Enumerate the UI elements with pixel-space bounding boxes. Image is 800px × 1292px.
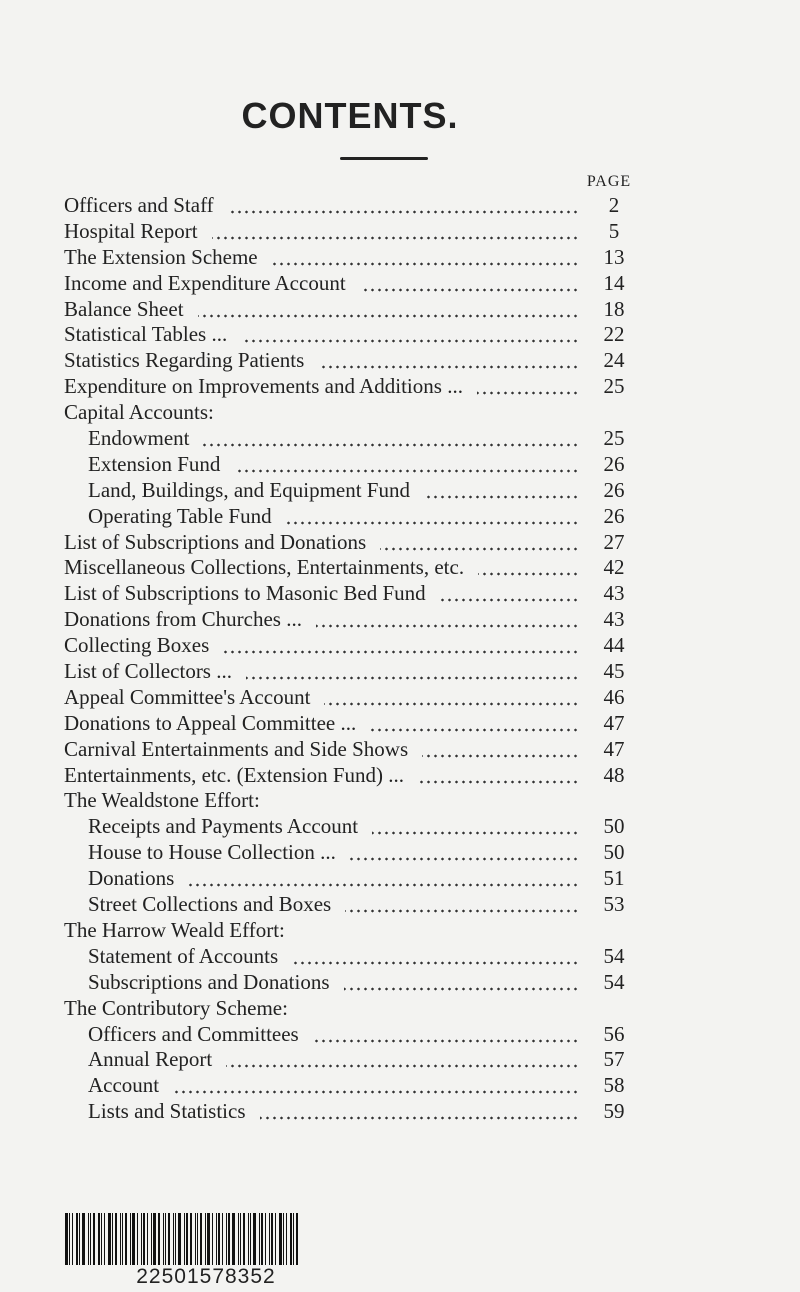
contents-entry	[64, 426, 624, 452]
leader-dots	[316, 607, 579, 632]
leader-dots	[234, 452, 579, 477]
entry-label: Statistics Regarding Patients	[64, 348, 305, 373]
barcode-bar	[190, 1213, 192, 1265]
barcode-bar	[283, 1213, 284, 1265]
barcode-bar	[200, 1213, 202, 1265]
barcode-bar	[243, 1213, 245, 1265]
barcode-bar	[88, 1213, 89, 1265]
barcode-bar	[250, 1213, 251, 1265]
barcode-bar	[122, 1213, 123, 1265]
barcode-bar	[212, 1213, 213, 1265]
entry-label: Operating Table Fund	[88, 503, 272, 528]
barcode-bar	[248, 1213, 249, 1265]
leader-dots	[173, 1073, 579, 1098]
contents-entry	[64, 944, 624, 970]
barcode-bar	[290, 1213, 292, 1265]
leader-dots	[370, 711, 579, 736]
barcode-bar	[293, 1213, 294, 1265]
entry-label: Annual Report	[88, 1047, 213, 1072]
barcode-bar	[279, 1213, 282, 1265]
barcode-bar	[130, 1213, 131, 1265]
entry-label: House to House Collection ...	[88, 840, 336, 865]
entry-label: The Extension Scheme	[64, 244, 258, 269]
contents-entry	[64, 452, 624, 478]
entry-label: Balance Sheet	[64, 296, 184, 321]
entry-label: Lists and Statistics	[88, 1099, 246, 1124]
leader-dots	[324, 685, 579, 710]
leader-dots	[286, 504, 579, 529]
contents-entry	[64, 866, 624, 892]
entry-label: Donations	[88, 866, 175, 891]
entry-page-number: 43	[603, 607, 625, 632]
contents-entry	[64, 659, 624, 685]
entry-page-number: 47	[603, 736, 625, 761]
barcode-bar	[238, 1213, 239, 1265]
barcode-bar	[175, 1213, 176, 1265]
entry-page-number: 51	[603, 866, 625, 891]
entry-label: Land, Buildings, and Equipment Fund	[88, 477, 410, 502]
contents-entry	[64, 555, 624, 581]
entry-page-number: 2	[608, 193, 620, 217]
contents-entry	[64, 737, 624, 763]
barcode-bar	[132, 1213, 135, 1265]
leader-dots	[418, 763, 579, 788]
contents-entry	[64, 348, 624, 374]
entry-page-number: 18	[603, 296, 625, 321]
barcode-bar	[79, 1213, 80, 1265]
barcode-bar	[168, 1213, 170, 1265]
page-title: CONTENTS.	[241, 95, 459, 136]
entry-page-number: 50	[603, 814, 625, 839]
barcode-bar	[173, 1213, 174, 1265]
entry-label: Account	[88, 1073, 160, 1098]
entry-page-number: 48	[603, 762, 625, 787]
entry-label: The Harrow Weald Effort:	[64, 917, 285, 942]
entry-label: Carnival Entertainments and Side Shows	[64, 736, 409, 761]
entry-page-number: 57	[603, 1047, 625, 1072]
contents-entry	[64, 193, 624, 219]
entry-page-number: 53	[603, 892, 625, 917]
barcode-bar	[112, 1213, 113, 1265]
entry-page-number: 26	[603, 477, 625, 502]
barcode-bar	[65, 1213, 68, 1265]
entry-label: Officers and Staff	[64, 193, 214, 217]
contents-entry	[64, 633, 624, 659]
barcode-bar	[178, 1213, 181, 1265]
entry-label: Miscellaneous Collections, Entertainments, etc.	[64, 555, 465, 580]
entry-label: Statistical Tables ...	[64, 322, 228, 347]
contents-entry	[64, 297, 624, 323]
entry-label: Endowment	[88, 426, 190, 451]
contents-entry	[64, 711, 624, 737]
barcode-bar	[82, 1213, 85, 1265]
barcode-bar	[153, 1213, 156, 1265]
barcode-bar	[296, 1213, 298, 1265]
entry-label: Collecting Boxes	[64, 633, 210, 658]
barcode-bar	[125, 1213, 127, 1265]
barcode-bar	[101, 1213, 102, 1265]
entry-page-number: 47	[603, 710, 625, 735]
leader-dots	[372, 814, 579, 839]
barcode-bar	[218, 1213, 220, 1265]
leader-dots	[241, 322, 579, 347]
barcode-bar	[69, 1213, 70, 1265]
contents-entry	[64, 245, 624, 271]
entry-label: Entertainments, etc. (Extension Fund) ...	[64, 762, 405, 787]
entry-label: Hospital Report	[64, 218, 198, 243]
contents-entry	[64, 840, 624, 866]
barcode-bar	[271, 1213, 273, 1265]
contents-entry	[64, 1099, 624, 1125]
entry-label: Officers and Committees	[88, 1021, 299, 1046]
barcode-bar	[232, 1213, 235, 1265]
entry-label: The Wealdstone Effort:	[64, 788, 260, 813]
entry-page-number: 25	[603, 374, 625, 399]
leader-dots	[477, 374, 579, 399]
contents-entry	[64, 271, 624, 297]
barcode-bar	[158, 1213, 160, 1265]
entry-page-number: 14	[603, 270, 625, 295]
entry-label: List of Subscriptions to Masonic Bed Fund	[64, 581, 426, 606]
barcode-bar	[151, 1213, 152, 1265]
contents-entry	[64, 1047, 624, 1073]
barcode-bar	[104, 1213, 105, 1265]
entry-page-number: 45	[603, 659, 625, 684]
entry-page-number: 59	[603, 1099, 625, 1124]
barcode-bar	[141, 1213, 142, 1265]
leader-dots	[292, 944, 579, 969]
entry-label: Expenditure on Improvements and Additions ...	[64, 374, 463, 399]
barcode-bar	[72, 1213, 73, 1265]
entry-page-number: 56	[603, 1021, 625, 1046]
entry-label: Appeal Committee's Account	[64, 684, 311, 709]
entry-page-number: 22	[603, 322, 625, 347]
leader-dots	[424, 478, 579, 503]
barcode-bar	[216, 1213, 217, 1265]
contents-entry	[64, 607, 624, 633]
contents-entry	[64, 322, 624, 348]
contents-entry	[64, 1022, 624, 1048]
barcode-bar	[108, 1213, 111, 1265]
barcode-bar	[228, 1213, 230, 1265]
entry-label: List of Subscriptions and Donations	[64, 529, 367, 554]
barcode-number: 22501578352	[136, 1265, 276, 1288]
contents-entry	[64, 530, 624, 556]
barcode-bar	[205, 1213, 206, 1265]
barcode	[65, 1213, 347, 1265]
leader-dots	[478, 555, 579, 580]
contents-entry	[64, 478, 624, 504]
entry-page-number: 26	[603, 503, 625, 528]
barcode-bar	[253, 1213, 256, 1265]
contents-entry	[64, 788, 624, 814]
title-rule	[340, 157, 428, 160]
barcode-bar	[259, 1213, 260, 1265]
barcode-bar	[90, 1213, 91, 1265]
entry-label: Donations to Appeal Committee ...	[64, 710, 357, 735]
leader-dots	[223, 633, 579, 658]
leader-dots	[228, 193, 579, 218]
barcode-bar	[120, 1213, 121, 1265]
leader-dots	[188, 866, 579, 891]
barcode-bar	[93, 1213, 95, 1265]
entry-label: Income and Expenditure Account	[64, 270, 346, 295]
barcode-bar	[265, 1213, 266, 1265]
entry-page-number: 44	[603, 633, 625, 658]
contents-list	[64, 193, 624, 1125]
leader-dots	[380, 530, 579, 555]
leader-dots	[203, 426, 579, 451]
barcode-bar	[269, 1213, 270, 1265]
leader-dots	[198, 297, 579, 322]
barcode-bar	[186, 1213, 188, 1265]
contents-entry	[64, 892, 624, 918]
leader-dots	[318, 348, 579, 373]
leader-dots	[246, 659, 579, 684]
entry-label: The Contributory Scheme:	[64, 995, 288, 1020]
entry-label: Street Collections and Boxes	[88, 892, 332, 917]
entry-label: List of Collectors ...	[64, 659, 232, 684]
barcode-bar	[240, 1213, 241, 1265]
leader-dots	[344, 970, 579, 995]
contents-entry	[64, 996, 624, 1022]
barcode-bar	[286, 1213, 287, 1265]
barcode-bar	[222, 1213, 223, 1265]
contents-entry	[64, 374, 624, 400]
barcode-bar	[226, 1213, 227, 1265]
entry-page-number: 58	[603, 1073, 625, 1098]
entry-page-number: 54	[603, 943, 625, 968]
contents-entry	[64, 1073, 624, 1099]
leader-dots	[350, 840, 579, 865]
entry-page-number: 54	[603, 969, 625, 994]
barcode-bar	[76, 1213, 78, 1265]
entry-label: Receipts and Payments Account	[88, 814, 359, 839]
entry-page-number: 13	[603, 244, 625, 269]
barcode-bar	[115, 1213, 117, 1265]
contents-entry	[64, 219, 624, 245]
entry-label: Donations from Churches ...	[64, 607, 302, 632]
leader-dots	[440, 581, 579, 606]
entry-page-number: 46	[603, 684, 625, 709]
barcode-bar	[195, 1213, 196, 1265]
contents-entry	[64, 970, 624, 996]
barcode-bar	[165, 1213, 166, 1265]
contents-entry	[64, 685, 624, 711]
barcode-bar	[207, 1213, 210, 1265]
contents-entry	[64, 504, 624, 530]
entry-page-number: 50	[603, 840, 625, 865]
leader-dots	[272, 245, 579, 270]
barcode-bar	[147, 1213, 148, 1265]
contents-entry	[64, 581, 624, 607]
leader-dots	[260, 1099, 579, 1124]
barcode-bar	[261, 1213, 263, 1265]
entry-page-number: 42	[603, 555, 625, 580]
leader-dots	[313, 1022, 579, 1047]
page-column-header: PAGE	[586, 173, 632, 190]
barcode-bar	[137, 1213, 138, 1265]
barcode-bar	[197, 1213, 198, 1265]
contents-entry	[64, 763, 624, 789]
entry-page-number: 26	[603, 451, 625, 476]
entry-label: Extension Fund	[88, 451, 221, 476]
entry-label: Capital Accounts:	[64, 400, 214, 425]
barcode-bar	[275, 1213, 276, 1265]
entry-page-number: 43	[603, 581, 625, 606]
contents-entry	[64, 400, 624, 426]
contents-entry	[64, 814, 624, 840]
leader-dots	[226, 1047, 579, 1072]
contents-entry	[64, 918, 624, 944]
leader-dots	[360, 271, 579, 296]
entry-label: Subscriptions and Donations	[88, 969, 330, 994]
entry-page-number: 24	[603, 348, 625, 373]
barcode-bar	[184, 1213, 185, 1265]
leader-dots	[212, 219, 579, 244]
entry-page-number: 25	[603, 426, 625, 451]
leader-dots	[345, 892, 579, 917]
entry-page-number: 27	[603, 529, 625, 554]
entry-label: Statement of Accounts	[88, 943, 279, 968]
entry-page-number: 5	[608, 218, 620, 243]
barcode-bar	[163, 1213, 164, 1265]
leader-dots	[422, 737, 579, 762]
barcode-bar	[98, 1213, 100, 1265]
barcode-bar	[143, 1213, 145, 1265]
